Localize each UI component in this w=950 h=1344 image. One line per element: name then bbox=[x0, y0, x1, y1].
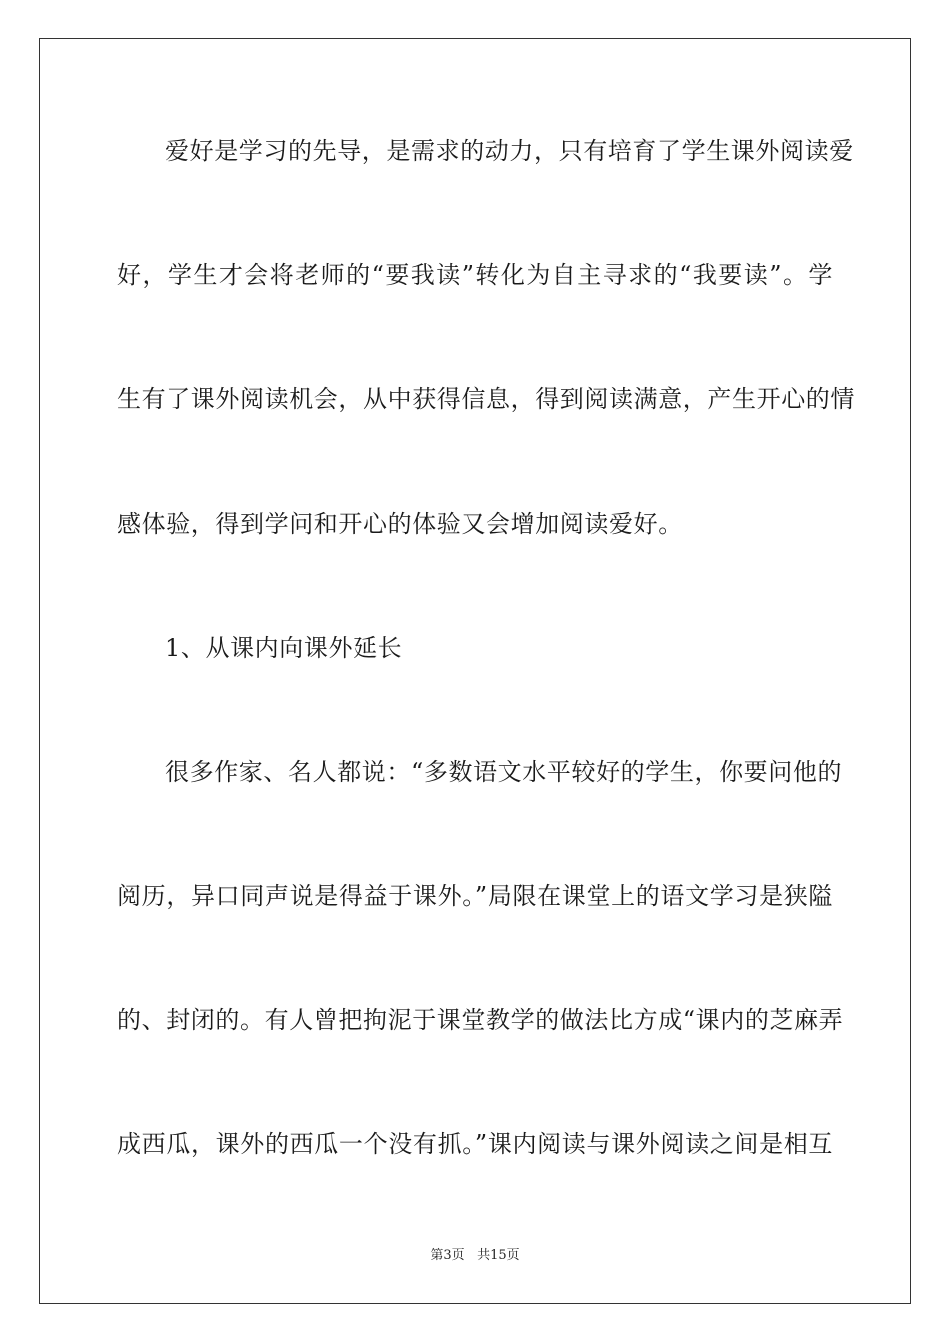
section-heading: 1、从课内向课外延长 bbox=[165, 634, 403, 662]
page-number-prefix: 第 bbox=[430, 1248, 444, 1263]
page-number-current: 3 bbox=[443, 1248, 452, 1263]
paragraph-line: 爱好是学习的先导，是需求的动力，只有培育了学生课外阅读爱 bbox=[165, 137, 854, 165]
page-number-suffix: 页 bbox=[451, 1248, 465, 1263]
paragraph-line: 好，学生才会将老师的“要我读”转化为自主寻求的“我要读”。学 bbox=[117, 261, 833, 289]
page-total-suffix: 页 bbox=[506, 1248, 520, 1263]
paragraph-line: 生有了课外阅读机会，从中获得信息，得到阅读满意，产生开心的情 bbox=[117, 385, 855, 413]
paragraph-line: 成西瓜，课外的西瓜一个没有抓。”课内阅读与课外阅读之间是相互 bbox=[117, 1130, 833, 1158]
page-border bbox=[39, 38, 911, 1304]
page-total-prefix: 共 bbox=[477, 1248, 491, 1263]
paragraph-line: 感体验，得到学问和开心的体验又会增加阅读爱好。 bbox=[117, 510, 683, 538]
paragraph-line: 的、封闭的。有人曾把拘泥于课堂教学的做法比方成“课内的芝麻弄 bbox=[117, 1006, 844, 1034]
paragraph-line: 阅历，异口同声说是得益于课外。”局限在课堂上的语文学习是狭隘 bbox=[117, 882, 833, 910]
paragraph-line: 很多作家、名人都说：“多数语文水平较好的学生，你要问他的 bbox=[165, 758, 843, 786]
page-footer bbox=[0, 1247, 950, 1265]
page-total: 15 bbox=[490, 1248, 507, 1263]
